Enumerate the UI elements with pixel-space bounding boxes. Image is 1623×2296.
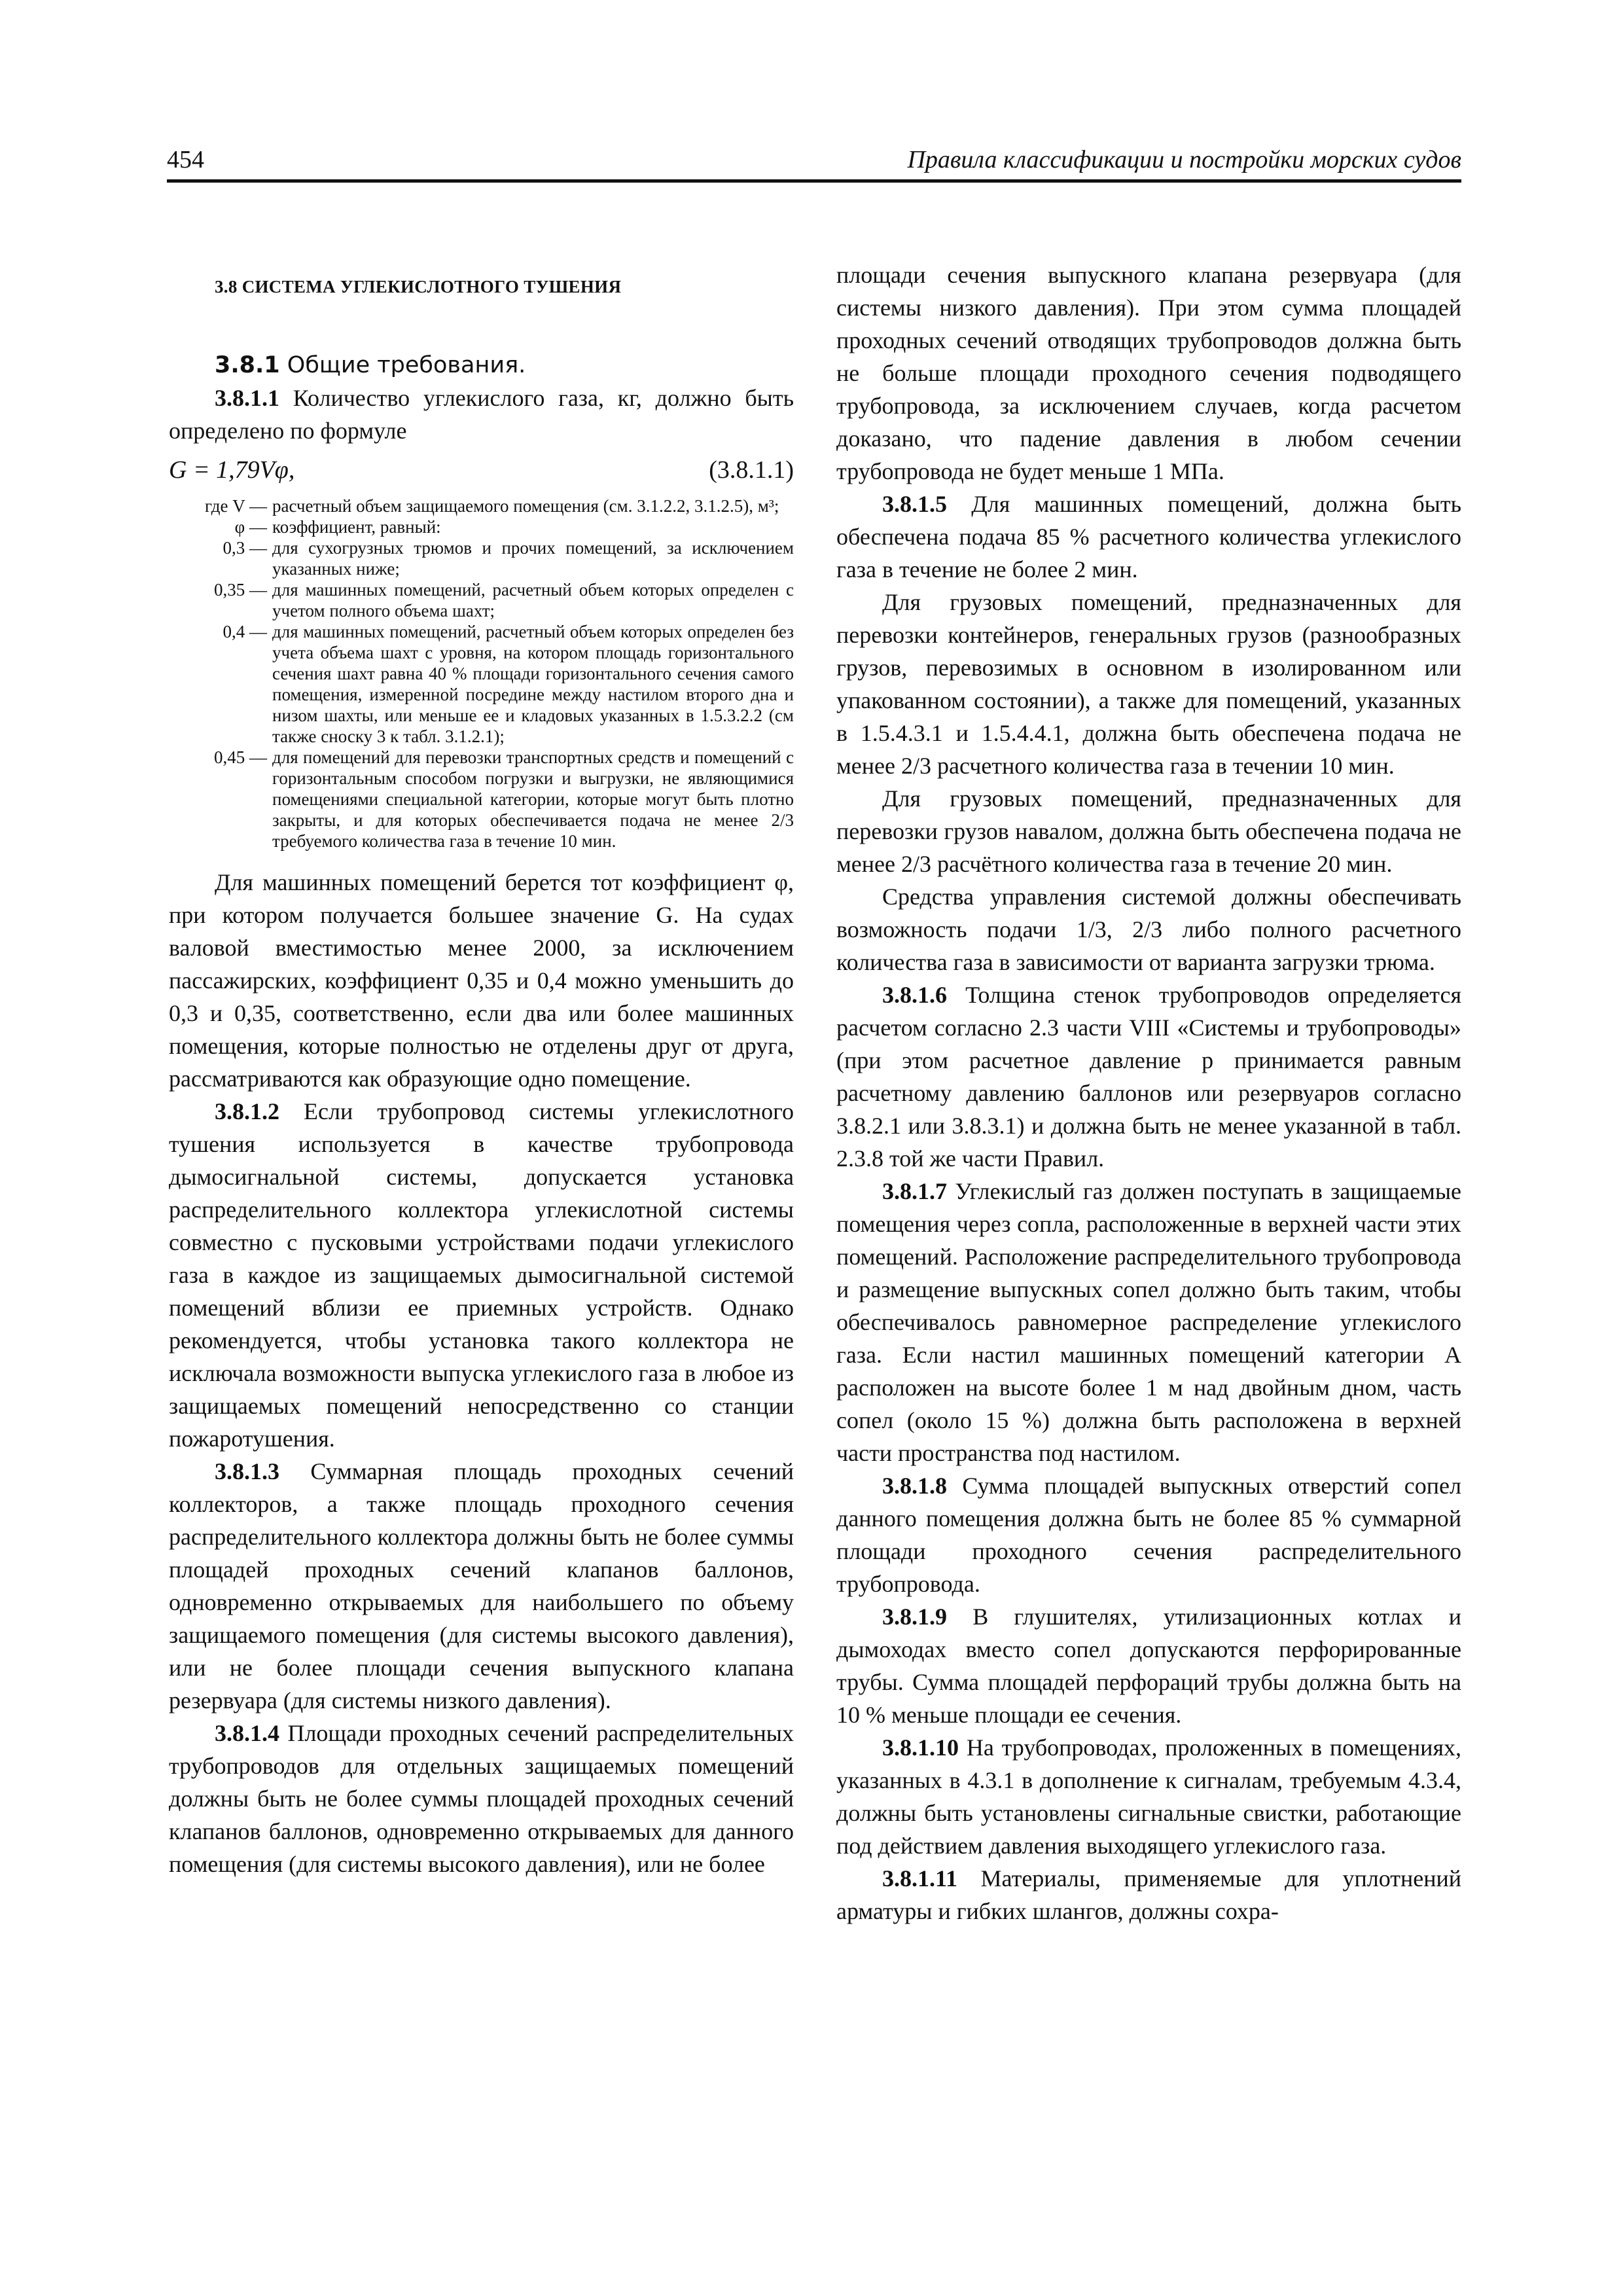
where-item	[169, 516, 794, 537]
right-column	[836, 259, 1461, 1928]
where-item	[169, 579, 794, 621]
formula-line	[169, 454, 794, 490]
paragraph-3-8-1-10	[836, 1731, 1461, 1862]
paragraph-text: Суммарная площадь проходных сечений коллекторов, а также площадь проходного сечения распределительного коллектора должны быть не более суммы площадей проходных сечений клапанов баллонов, одновременно открываемых для наибольшего по объему защищаемого помещения (для системы высокого давления), или не более площади сечения выпускного клапана резервуара (для системы низкого давления).	[169, 1458, 794, 1713]
where-lead: где V —	[205, 496, 267, 516]
clause-number: 3.8.1.3	[215, 1458, 279, 1484]
where-lead: φ —	[234, 517, 267, 537]
clause-number: 3.8.1.8	[882, 1473, 947, 1499]
paragraph-continuation: площади сечения выпускного клапана резервуара (для системы низкого давления). При этом сумма площадей проходных сечений отводящих трубопроводов должна быть не больше площади проходного сечения подводящего трубопровода, за исключением случаев, когда расчетом доказано, что падение давления в любом сечении трубопровода не будет меньше 1 МПа.	[836, 262, 1461, 484]
where-item	[169, 537, 794, 579]
clause-number: 3.8.1.2	[215, 1098, 279, 1124]
where-text: расчетный объем защищаемого помещения (см. 3.1.2.2, 3.1.2.5), м³;	[272, 496, 779, 516]
paragraph-bulk-cargo: Для грузовых помещений, предназначенных для перевозки грузов навалом, должна быть обеспечена подача не менее 2/3 расчётного количества газа в течение 20 мин.	[836, 785, 1461, 877]
where-item	[169, 747, 794, 852]
paragraph-3-8-1-7	[836, 1175, 1461, 1469]
paragraph-3-8-1-9	[836, 1600, 1461, 1731]
sub-heading	[169, 349, 794, 382]
paragraph-3-8-1-3	[169, 1455, 794, 1717]
page-number: 454	[167, 146, 204, 173]
paragraph-text: Углекислый газ должен поступать в защищаемые помещения через сопла, расположенные в верхней части этих помещений. Расположение распределительного трубопровода и размещение выпускных сопел должно быть таким, чтобы обеспечивалось равномерное распределение углекислого газа. Если настил машинных помещений категории А расположен на высоте более 1 м над двойным дном, часть сопел (около 15 %) должна быть расположена в верхней части пространства под настилом.	[836, 1178, 1461, 1466]
paragraph-text: В глушителях, утилизационных котлах и дымоходах вместо сопел допускаются перфорированные трубы. Сумма площадей перфораций трубы должна быть на 10 % меньше площади ее сечения.	[836, 1604, 1461, 1728]
clause-number: 3.8.1.11	[882, 1865, 958, 1892]
clause-number: 3.8.1.5	[882, 491, 947, 517]
left-column	[169, 259, 794, 1880]
where-text: для сухогрузных трюмов и прочих помещений, за исключением указанных ниже;	[272, 538, 794, 579]
paragraph-coefficient-note: Для машинных помещений берется тот коэффициент φ, при котором получается большее значение G. На судах валовой вместимостью менее 2000, за исключением пассажирских, коэффициент 0,35 и 0,4 можно уменьшить до 0,3 и 0,35, соответственно, если два или более машинных помещения, которые полностью не отделены друг от друга, рассматриваются как образующие одно помещение.	[169, 869, 794, 1092]
sub-heading-number: 3.8.1	[215, 352, 280, 378]
where-lead: 0,45 —	[214, 747, 267, 767]
paragraph-text: Сумма площадей выпускных отверстий сопел данного помещения должна быть не более 85 % суммарной площади проходного сечения распределительного трубопровода.	[836, 1473, 1461, 1597]
clause-number: 3.8.1.7	[882, 1178, 947, 1204]
where-list	[169, 495, 794, 852]
sub-heading-text: Общие требования.	[279, 352, 526, 378]
clause-number: 3.8.1.4	[215, 1720, 279, 1746]
where-lead: 0,35 —	[214, 580, 267, 600]
where-text: для машинных помещений, расчетный объем которых определен без учета объема шахт с уровня, на котором площадь горизонтального сечения шахт равна 40 % площади горизонтального сечения самого помещения, измеренной посредине между настилом второго дна и низом шахты, или меньше ее и кладовых указанных в 1.5.3.2.2 (см также сноску 3 к табл. 3.1.2.1);	[272, 622, 794, 746]
paragraph-cargo-spaces: Для грузовых помещений, предназначенных для перевозки контейнеров, генеральных грузов (разнообразных грузов, перевозимых в основном в изолированном или упакованном состоянии), а также для помещений, указанных в 1.5.4.3.1 и 1.5.4.4.1, должна быть обеспечена подача не менее 2/3 расчетного количества газа в течении 10 мин.	[836, 589, 1461, 779]
paragraph-3-8-1-4	[169, 1717, 794, 1880]
paragraph-text: Если трубопровод системы углекислотного тушения используется в качестве трубопровода дымосигнальной системы, допускается установка распределительного коллектора углекислотной системы совместно с пусковыми устройствами подачи углекислого газа в каждое из защищаемых дымосигнальной системой помещений вблизи ее приемных устройств. Однако рекомендуется, чтобы установка такого коллектора не исключала возможности выпуска углекислого газа в любое из защищаемых помещений непосредственно со станции пожаротушения.	[169, 1098, 794, 1452]
where-text: для помещений для перевозки транспортных средств и помещений с горизонтальным способом погрузки и выгрузки, не являющимися помещениями специальной категории, которые могут быть плотно закрыты, и для которых обеспечивается подача не менее 2/3 требуемого количества газа в течение 10 мин.	[272, 747, 794, 851]
clause-number: 3.8.1.1	[215, 385, 279, 411]
running-title: Правила классификации и постройки морских судов	[907, 146, 1461, 173]
where-text: коэффициент, равный:	[272, 517, 441, 537]
paragraph-text: Площади проходных сечений распределительных трубопроводов для отдельных защищаемых помещений должны быть не более суммы площадей проходных сечений клапанов баллонов, одновременно открываемых для данного помещения (для системы высокого давления), или не более	[169, 1720, 794, 1877]
clause-number: 3.8.1.10	[882, 1734, 959, 1761]
page-header	[167, 145, 1461, 183]
paragraph-text: Количество углекислого газа, кг, должно быть определено по формуле	[169, 385, 794, 444]
paragraph-text: На трубопроводах, проложенных в помещениях, указанных в 4.3.1 в дополнение к сигналам, требуемым 4.3.4, должны быть установлены сигнальные свистки, работающие под действием давления выходящего углекислого газа.	[836, 1734, 1461, 1859]
where-item	[169, 621, 794, 747]
paragraph-3-8-1-11	[836, 1862, 1461, 1928]
paragraph-3-8-1-2	[169, 1095, 794, 1455]
where-lead: 0,3 —	[223, 538, 267, 558]
paragraph-3-8-1-5	[836, 488, 1461, 586]
formula: G = 1,79Vφ,	[169, 456, 295, 484]
paragraph-text: Толщина стенок трубопроводов определяется расчетом согласно 2.3 части VIII «Системы и трубопроводы» (при этом расчетное давление p принимается равным расчетному давлению баллонов или резервуаров согласно 3.8.2.1 или 3.8.3.1) и должна быть не менее указанной в табл. 2.3.8 той же части Правил.	[836, 982, 1461, 1172]
clause-number: 3.8.1.6	[882, 982, 947, 1008]
paragraph-3-8-1-1	[169, 382, 794, 447]
where-text: для машинных помещений, расчетный объем которых определен с учетом полного объема шахт;	[272, 580, 794, 620]
paragraph-text: Для машинных помещений, должна быть обеспечена подача 85 % расчетного количества углекислого газа в течение не более 2 мин.	[836, 491, 1461, 583]
paragraph-3-8-1-8	[836, 1469, 1461, 1600]
where-item	[169, 495, 794, 516]
formula-number: (3.8.1.1)	[709, 456, 794, 484]
paragraph-control-means: Средства управления системой должны обеспечивать возможность подачи 1/3, 2/3 либо полного расчетного количества газа в зависимости от варианта загрузки трюма.	[836, 884, 1461, 975]
paragraph-text: Материалы, применяемые для уплотнений арматуры и гибких шлангов, должны сохра-	[836, 1865, 1461, 1924]
clause-number: 3.8.1.9	[882, 1604, 947, 1630]
paragraph-3-8-1-6	[836, 978, 1461, 1175]
section-title: 3.8 СИСТЕМА УГЛЕКИСЛОТНОГО ТУШЕНИЯ	[215, 277, 622, 296]
where-lead: 0,4 —	[223, 622, 267, 641]
